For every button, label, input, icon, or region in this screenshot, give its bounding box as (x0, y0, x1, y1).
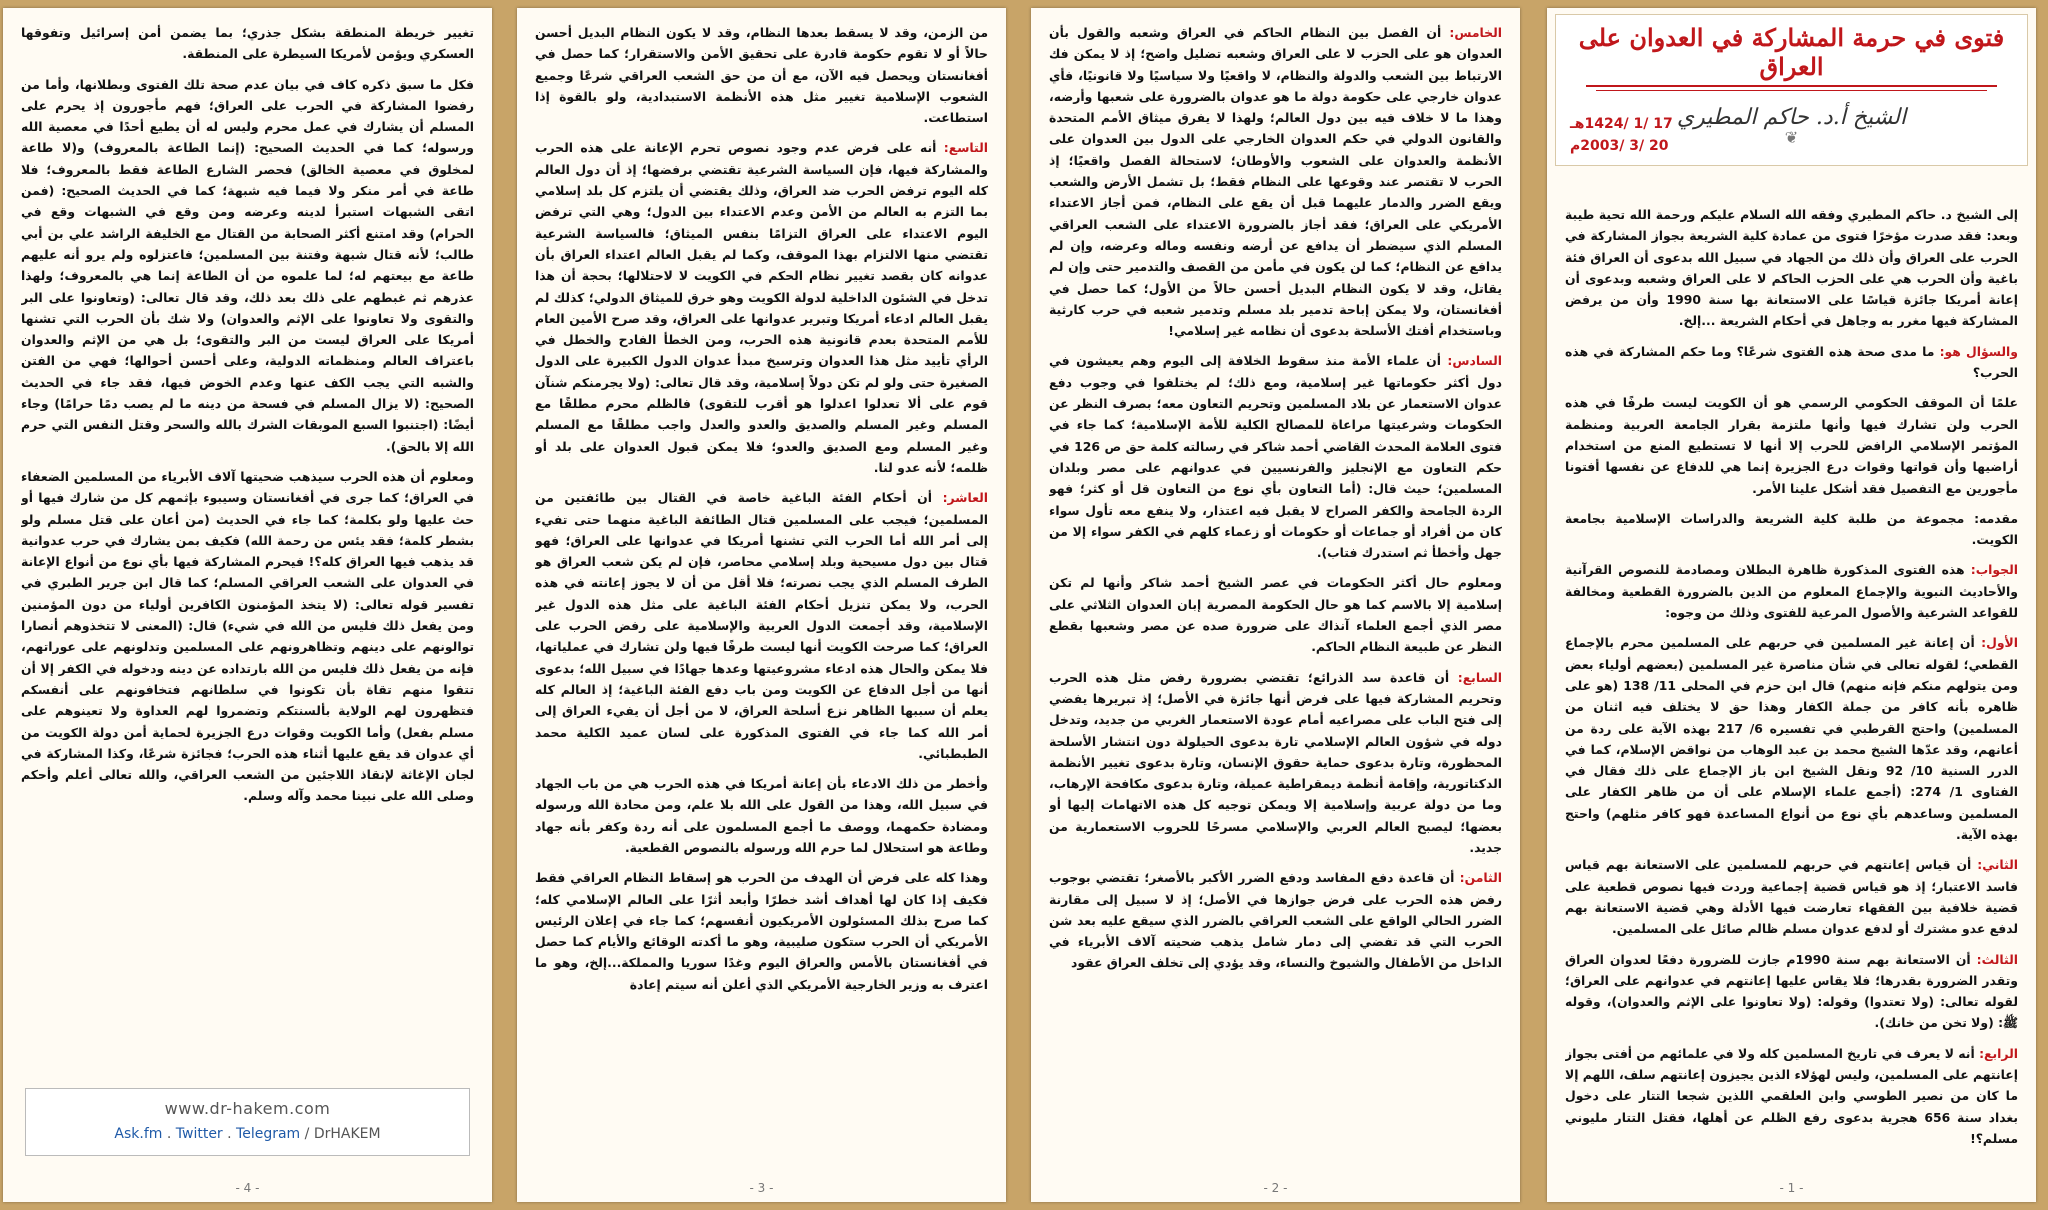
page-3-body (535, 22, 988, 1170)
page-number: - 2 - (1263, 1181, 1288, 1195)
paragraph: من الزمن، وقد لا يسقط بعدها النظام، وقد لا يكون النظام البديل أحسن حالاً أو لا تقوم حكومة قادرة على تحقيق الأمن والاستقرار؛ كما حصل في أفغانستان ويحصل فيه الآن، مع أن من حق الشعب العراقي شرعًا وجميع الشعوب الإسلامية تغيير مثل هذه الأنظمة الاستبدادية، ولو بالقوة إذا استطاعت. (535, 25, 988, 126)
paragraph: وأخطر من ذلك الادعاء بأن إعانة أمريكا في هذه الحرب هي من باب الجهاد في سبيل الله، وهذا من القول على الله بلا علم، ومن محادة الله ورسوله ومضادة حكمهما، ووصف ما أجمع المسلمون على أنه ردة وكفر بأنه جهاد وطاعة هو استحلال لما حرم الله ورسوله بالنصوص القطعية. (535, 776, 988, 855)
paragraph: والسؤال هو: ما مدى صحة هذه الفتوى شرعًا؟ وما حكم المشاركة في هذه الحرب؟ (1565, 343, 2018, 381)
paragraph: الجواب: هذه الفتوى المذكورة ظاهرة البطلان ومصادمة للنصوص القرآنية والأحاديث النبوية والإجماع المعلوم من الدين بالضرورة القطعية ومخالفة للقواعد الشرعية والأصول المرعية للفتوى وذلك من وجوه: (1565, 562, 2018, 621)
social-handle: DrHAKEM (313, 1126, 381, 1142)
page-2-body (1049, 22, 1502, 1170)
paragraph: تغيير خريطة المنطقة بشكل جذري؛ بما يضمن أمن إسرائيل وتفوقها العسكري ويؤمن لأمريكا السيطرة على المنطقة. (21, 25, 474, 62)
twitter-link[interactable]: Twitter (175, 1126, 223, 1142)
paragraph: ومعلوم حال أكثر الحكومات في عصر الشيخ أحمد شاكر وأنها لم تكن إسلامية إلا بالاسم كما هو حال الحكومة المصرية إبان العدوان الثلاثي على مصر الذي أجمع العلماء آنذاك على ضرورة صده عن مصر وشعبها بقطع النظر عن طبيعة النظام الحاكم. (1049, 575, 1502, 655)
document-page-3 (517, 8, 1006, 1202)
paragraph: الثالث: أن الاستعانة بهم سنة 1990م جازت للضرورة دفعًا لعدوان العراق وتقدر الضرورة بقدرها؛ فلا يقاس عليها إعانتهم في عدوانهم على العراق؛ لقوله تعالى: (ولا تعتدوا) وقوله: (ولا تعاونوا على الإثم والعدوان)، وقوله ﷺ: (ولا تخن من خانك). (1565, 951, 2018, 1031)
website-box (25, 1088, 470, 1156)
page-4-body (21, 22, 474, 1082)
page-1-body (1565, 204, 2018, 1170)
paragraph: السابع: أن قاعدة سد الذرائع؛ تقتضي بضرورة رفض مثل هذه الحرب وتحريم المشاركة فيها على فرض أنها جائزة في الأصل؛ إذ تبريرها يفضي إلى فتح الباب على مصراعيه أمام عودة الاستعمار الغربي من جديد، وتدخل دوله في شؤون العالم الإسلامي تارة بدعوى الحيلولة دون انتشار الأسلحة المحظورة، وتارة بدعوى حماية حقوق الإنسان، وتارة بدعوى تغيير الأنظمة الدكتاتورية، وإقامة أنظمة ديمقراطية عميلة، وتارة بدعوى مكافحة الإرهاب، وما من دولة عربية وإسلامية إلا ويمكن توجيه كل هذه الاتهامات إليها أو بعضها؛ ليصبح العالم العربي والإسلامي مسرحًا للحروب الاستعمارية من جديد. (1049, 669, 1502, 855)
title-divider (1586, 85, 1997, 87)
social-links: Ask.fm . Twitter . Telegram / DrHAKEM (114, 1126, 381, 1142)
page-number: - 3 - (749, 1181, 774, 1195)
paragraph: وهذا كله على فرض أن الهدف من الحرب هو إسقاط النظام العراقي فقط فكيف إذا كان لها أهداف أشد خطرًا وأبعد أثرًا على العالم الإسلامي كله؛ كما صرح بذلك المسئولون الأمريكيون أنفسهم؛ كما جاء في إعلان الرئيس الأمريكي أن الحرب ستكون صليبية، وهو ما أكدته الوقائع والأيام كما حصل في أفغانستان بالأمس والعراق اليوم وغدًا سوريا والمملكة...إلخ، وهو ما اعترف به وزير الخارجية الأمريكي الذي أعلن أنه سيتم إعادة (535, 870, 988, 992)
page-number: - 1 - (1779, 1181, 1804, 1195)
document-title: فتوى في حرمة المشاركة في العدوان على العراق (1578, 23, 2005, 81)
date-block (1570, 113, 1673, 157)
paragraph: الرابع: أنه لا يعرف في تاريخ المسلمين كله ولا في علمائهم من أفتى بجواز إعانتهم على المسلمين، وليس لهؤلاء الذين يجيزون إعانتهم سلف، اللهم إلا ما كان من نصير الطوسي وابن العلقمي اللذين شجعا التتار على دخول بغداد سنة 656 هجرية بدعوى رفع الظلم عن أهلها، فقتل التتار مليوني مسلم؟! (1565, 1045, 2018, 1146)
paragraph: الثاني: أن قياس إعانتهم في حربهم للمسلمين على الاستعانة بهم قياس فاسد الاعتبار؛ إذ هو قياس قضية إجماعية وردت فيها نصوص قطعية على قضية خلافية بين الفقهاء تعارضت فيها الأدلة وهي قضية الاستعانة بهم لدفع عدو مشترك أو لدفع عدوان مسلم ظالم صائل على المسلمين. (1565, 857, 2018, 937)
document-page-4 (3, 8, 492, 1202)
website-link[interactable]: www.dr-hakem.com (164, 1099, 331, 1118)
document-page-1 (1547, 8, 2036, 1202)
fatwa-header (1555, 14, 2028, 166)
paragraph: علمًا أن الموقف الحكومي الرسمي هو أن الكويت ليست طرفًا في هذه الحرب ولن تشارك فيها وأنها ملتزمة بقرار الجامعة العربية ومنظمة المؤتمر الإسلامي الرافض للحرب إلا أنها لا تستطيع المنع من استخدام أراضيها وأن قواتها وقوات درع الجزيرة إنما هي للدفاع عن نفسها أفتونا مأجورين مع التفصيل فقد أشكل علينا الأمر. (1565, 395, 2018, 496)
date-gregorian: 20 /3 /2003م (1570, 138, 1669, 154)
paragraph: الثامن: أن قاعدة دفع المفاسد ودفع الضرر الأكبر بالأصغر؛ تقتضي بوجوب رفض هذه الحرب على فرض جوازها في الأصل؛ إذ لا سبيل إلى مقارنة الضرر الحالي الواقع على الشعب العراقي بالضرر الذي سيقع عليه بعد شن الحرب التي قد تفضي إلى دمار شامل يذهب ضحيته آلاف الأبرياء في الداخل من الأطفال والشيوخ والنساء، وقد يؤدي إلى تخلف العراق عقود (1049, 870, 1502, 971)
telegram-link[interactable]: Telegram (236, 1126, 301, 1142)
ornament-icon: ❦ (1784, 128, 1799, 147)
paragraph: التاسع: أنه على فرض عدم وجود نصوص تحرم الإعانة على هذه الحرب والمشاركة فيها، فإن السياسة الشرعية تقتضي برفضها؛ إذ أن دول العالم كله اليوم ترفض الحرب ضد العراق، وذلك يقتضي أن يلتزم كل بلد إسلامي بما التزم به العالم من الأمن وعدم الاعتداء بين الدول؛ وهي التي ترفض اليوم الاعتداء على العراق التزامًا بنفس الميثاق؛ فالسياسة الشرعية تقتضي منها الالتزام بهذا الموقف، وكما لم يقبل العالم اعتداء العراق بأن عدوانه كان بقصد تغيير نظام الحكم في الكويت لا لاحتلالها؛ بحجة أن هذا تدخل في الشئون الداخلية لدولة الكويت وهو خرق للميثاق الدولي؛ كذلك لم يقبل العالم ادعاء أمريكا وتبرير عدوانها على العراق، وقد صرح الأمين العام للأمم المتحدة بعدم قانونية هذه الحرب، ومن الخطأ الفادح والخطل في الرأي تأييد مثل هذا العدوان وترسيخ مبدأ عدوان الدول الكبيرة على الدول الصغيرة حتى ولو لم تكن دولاً إسلامية، وقد قال تعالى: (ولا يجرمنكم شنآن قوم على ألا تعدلوا اعدلوا هو أقرب للتقوى) فالظلم محرم مطلقًا مع المسلم وغير المسلم والصديق والعدو والعدل واجب مطلقًا مع المسلم وغير المسلم ومع الصديق والعدو؛ فلا يمكن قبول العدوان على بلد أو ظلمه؛ لأنه عدو لنا. (535, 140, 988, 475)
askfm-link[interactable]: Ask.fm (114, 1126, 163, 1142)
paragraph: الأول: أن إعانة غير المسلمين في حربهم على المسلمين محرم بالإجماع القطعي؛ لقوله تعالى في شأن مناصرة غير المسلمين (بعضهم أولياء بعض ومن يتولهم منكم فإنه منهم) قال ابن حزم في المحلى 11/ 138 (هو على ظاهره بأنه كافر من جملة الكفار وهذا حق لا يختلف فيه اثنان من المسلمين) واحتج القرطبي في تفسيره 6/ 217 بهذه الآية على ردة من أعانهم، وقد عدّها الشيخ محمد بن عبد الوهاب من نواقض الإسلام، كما في الدرر السنية 10/ 92 ونقل الشيخ ابن باز الإجماع على ذلك فقال في الفتاوى 1/ 274: (أجمع علماء الإسلام على أن من ظاهر الكفار على المسلمين وساعدهم بأي نوع من أنواع المساعدة فهو كافر مثلهم) واحتج بهذه الآية. (1565, 635, 2018, 843)
author-name: الشيخ أ.د. حاكم المطيري (1676, 105, 1907, 130)
paragraph: إلى الشيخ د. حاكم المطيري وفقه الله السلام عليكم ورحمة الله تحية طيبة وبعد: فقد صدرت مؤخرًا فتوى من عمادة كلية الشريعة بجواز المشاركة في الحرب على العراق وأن ذلك من الجهاد في سبيل الله بدعوى أن العراق فئة باغية وأن الحرب هي على الحزب الحاكم لا على العراق وشعبه وبدعوى أن إعانة أمريكا جائزة قياسًا على الاستعانة بها سنة 1990 وأن من يرفض المشاركة فيها مغرر به وجاهل في أحكام الشريعة ...إلخ. (1565, 207, 2018, 329)
title-divider-thin (1596, 90, 1987, 91)
paragraph: السادس: أن علماء الأمة منذ سقوط الخلافة إلى اليوم وهم يعيشون في دول أكثر حكوماتها غير إسلامية، ومع ذلك؛ لم يختلفوا في وجوب دفع عدوان الاستعمار عن بلاد المسلمين وتحريم التعاون معه؛ بصرف النظر عن الحكومات وشرعيتها مراعاة للمصالح الكلية للأمة الإسلامية؛ كما جاء في فتوى العلامة المحدث القاضي أحمد شاكر في رسالته كلمة حق ص 126 في حكم التعاون مع الإنجليز والفرنسيين في عدوانهم على مصر وبلدان المسلمين؛ حيث قال: (أما التعاون بأي نوع من التعاون قل أو كثر؛ فهو الردة الجامحة والكفر الصراح لا يقبل فيه اعتذار، ولا ينفع معه تأول سواء كان من أفراد أو جماعات أو حكومات أو زعماء كلهم في الكفر سواء إلا من جهل وأخطأ ثم استدرك فتاب). (1049, 353, 1502, 561)
date-hijri: 17 /1 /1424هـ (1570, 116, 1673, 132)
paragraph: العاشر: أن أحكام الفئة الباغية خاصة في القتال بين طائفتين من المسلمين؛ فيجب على المسلمين قتال الطائفة الباغية منهما حتى تفيء إلى أمر الله أما الحرب التي تشنها أمريكا في عدوانها على العراق؛ فهو قتال بين دول مسيحية وبلد إسلامي محاصر، فإن لم يكن شعب العراق هو الطرف المسلم الذي يجب نصرته؛ فلا أقل من أن لا يجوز إعانته في هذه الحرب، ولا يمكن تنزيل أحكام الفئة الباغية على مثل هذه الدول غير الإسلامية، وقد أجمعت الدول العربية والإسلامية على رفض الحرب على العراق؛ كما صرحت الكويت أنها ليست طرفًا فيها ولن تشارك في عملياتها، فلا يمكن والحال هذه ادعاء مشروعيتها وعدها جهادًا في سبيل الله؛ بدعوى أنها من أجل الدفاع عن الكويت ومن باب دفع الفئة الباغية؛ إذ العالم كله يعلم أن سببها الظاهر نزع أسلحة العراق، لا من أجل أن يفيء العراق إلى أمر الله كما جاء في الفتوى المذكورة على لسان عميد الكلية محمد الطبطبائي. (535, 490, 988, 761)
paragraph: مقدمه: مجموعة من طلبة كلية الشريعة والدراسات الإسلامية بجامعة الكويت. (1565, 510, 2018, 548)
document-page-2 (1031, 8, 1520, 1202)
paragraph: ومعلوم أن هذه الحرب سيذهب ضحيتها آلاف الأبرياء من المسلمين الضعفاء في العراق؛ كما جرى في أفغانستان وسيبوء بإثمهم كل من شارك فيها أو حث عليها ولو بكلمة؛ كما جاء في الحديث (من أعان على قتل مسلم ولو بشطر كلمة؛ فقد يئس من رحمة الله) فكيف بمن يشارك في حرب عدوانية قد يذهب فيها العراق كله؟! فيحرم المشاركة فيها بأي نوع من أنواع الإعانة في العدوان على الشعب العراقي المسلم؛ كما قال ابن جرير الطبري في تفسير قوله تعالى: (لا يتخذ المؤمنون الكافرين أولياء من دون المؤمنين ومن يفعل ذلك فليس من الله في شيء) قال: (المعنى لا تتخذوهم أنصارا توالونهم على دينهم وتظاهرونهم على المسلمين وتدلونهم على عوراتهم، فإنه من يفعل ذلك فليس من الله بارتداده عن دينه ودخوله في الكفر إلا أن تتقوا منهم تقاة بأن تكونوا في سلطانهم فتخافونهم على أنفسكم فتظهرون لهم الولاية بألسنتكم وتضمروا لهم العداوة ولا تعينوهم على مسلم بفعل) وأما الكويت وقوات درع الجزيرة لحماية أمن دولة الكويت من أي عدوان قد يقع عليها أثناء هذه الحرب؛ فجائزة شرعًا، وكذا المشاركة في لجان الإغاثة لإنقاذ اللاجئين من الشعب العراقي، والله تعالى أعلم وأحكم وصلى الله على نبينا محمد وآله وسلم. (21, 468, 474, 804)
page-number: - 4 - (235, 1181, 260, 1195)
paragraph: الخامس: أن الفصل بين النظام الحاكم في العراق وشعبه والقول بأن العدوان هو على الحزب لا على العراق وشعبه تضليل واضح؛ إذ لا يمكن فك الارتباط بين الشعب والدولة والنظام، لا واقعيًا ولا سياسيًا ولا قانونيًا، فأي عدوان خارجي على حكومة دولة ما هو عدوان بالضرورة على شعبها وأرضه، وهذا ما لا خلاف فيه بين دول العالم؛ ولهذا لا يفرق ميثاق الأمم المتحدة والقانون الدولي في حكم العدوان الخارجي على الدول بين العدوان على الأنظمة والعدوان على الشعوب والأوطان؛ لاستحالة الفصل واقعيًا؛ إذ الحرب لا تقتصر عند وقوعها على النظام فقط؛ بل تشمل الأرض والشعب ويقع الضرر والدمار عليهما قبل أن يقع على النظام، فمن أجاز الاعتداء الأمريكي على العراق؛ فقد أجاز بالضرورة الاعتداء على الشعب العراقي المسلم الذي سيضطر أن يدافع عن أرضه ونفسه وماله وعرضه، وإن لم يدافع عن النظام؛ كما لن يكون في مأمن من القصف والتدمير حتى وإن لم يقاتل، وقد لا يكون النظام البديل أحسن حالاً من الأول؛ كما حصل في أفغانستان، ولا يمكن إباحة تدمير بلد مسلم وتدمير شعبه في حرب كارثية وباستخدام أفتك الأسلحة بدعوى أن نظامه غير إسلامي! (1049, 25, 1502, 339)
paragraph: فكل ما سبق ذكره كاف في بيان عدم صحة تلك الفتوى وبطلانها، وأما من رفضوا المشاركة في الحرب على العراق؛ فهم مأجورون إذ يحرم على المسلم أن يشارك في عمل محرم وليس له أن يطيع أحدًا في معصية الله ورسوله؛ كما في الحديث الصحيح: (إنما الطاعة بالمعروف) و(لا طاعة لمخلوق في معصية الخالق) فحصر الشارع الطاعة فقط بالمعروف؛ فلا طاعة في أمر منكر ولا فيما فيه شبهة؛ كما في الحديث الصحيح: (فمن اتقى الشبهات استبرأ لدينه وعرضه ومن وقع في الشبهات وقع في الحرام) وقد امتنع أكثر الصحابة من القتال مع الخليفة الراشد علي بن أبي طالب؛ لأنه قتال شبهة وفتنة بين المسلمين؛ فاعتزلوه ولم يرو أنه عليهم طاعة مع بيعتهم له؛ لما علموه من أن الطاعة إنما هي بالمعروف؛ ولهذا عذرهم ثم غبطهم على ذلك بعد ذلك، وقد قال تعالى: (وتعاونوا على البر والتقوى ولا تعاونوا على الإثم والعدوان) ولا شك بأن الحرب التي تشنها أمريكا على العراق ليست من البر والتقوى؛ بل هي من الإثم والعدوان باعتراف العالم ومنظماته الدولية، وعلى أحسن أحوالها؛ فهي من الفتن والشبه التي يجب الكف عنها وعدم الخوض فيها، فقد جاء في الحديث الصحيح: (لا يزال المسلم في فسحة من دينه ما لم يصب دمًا حرامًا) وجاء أيضًا: (اجتنبوا السبع الموبقات الشرك بالله والسحر وقتل النفس التي حرم الله إلا بالحق). (21, 76, 474, 454)
